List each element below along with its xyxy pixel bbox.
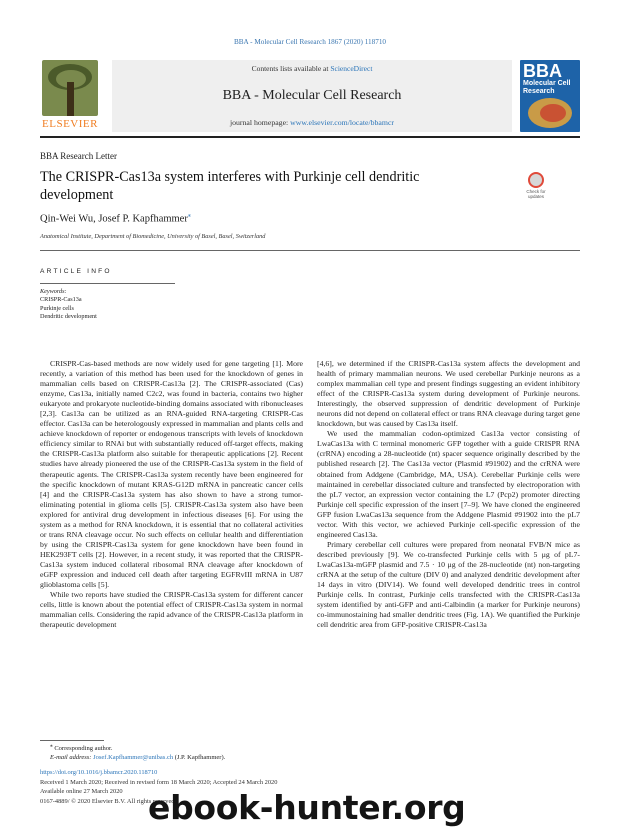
available-online: Available online 27 March 2020 — [40, 788, 123, 796]
footnote-rule — [40, 740, 104, 741]
email-footnote — [40, 753, 225, 762]
corresponding-footnote — [40, 742, 225, 753]
journal-name: BBA - Molecular Cell Research — [222, 88, 402, 103]
copyright: 0167-4889/ © 2020 Elsevier B.V. All rights reserved. — [40, 797, 177, 805]
footnotes — [40, 742, 225, 763]
homepage-link[interactable]: www.elsevier.com/locate/bbamcr — [290, 118, 395, 127]
doi-link[interactable]: https://doi.org/10.1016/j.bbamcr.2020.118710 — [40, 769, 158, 776]
article-title: The CRISPR-Cas13a system interferes with Purkinje cell dendritic development — [40, 169, 420, 203]
received-dates: Received 1 March 2020; Received in revised form 18 March 2020; Accepted 24 March 2020 — [40, 778, 278, 786]
email-label: E-mail address: — [50, 754, 92, 762]
contents-prefix: Contents lists available at — [251, 64, 329, 73]
cover-subtitle: Molecular Cell Research — [523, 80, 571, 95]
crossmark-icon — [528, 172, 544, 188]
keyword-item: Dendritic development — [40, 313, 97, 321]
body-column-left — [40, 359, 303, 630]
journal-cover[interactable] — [520, 60, 580, 132]
author-list — [40, 212, 191, 225]
cover-title: BBA — [523, 61, 562, 81]
article-info-rule — [40, 283, 175, 284]
keyword-item: CRISPR-Cas13a — [40, 296, 82, 304]
contents-line — [112, 64, 512, 73]
journal-masthead — [112, 60, 512, 132]
keyword-item: Purkinje cells — [40, 304, 74, 312]
watermark: ebook-hunter.org — [148, 788, 466, 827]
masthead-rule — [40, 136, 580, 138]
crossmark-label: Check for updates — [526, 189, 546, 199]
homepage-prefix: journal homepage: — [229, 118, 289, 127]
corresponding-author-mark[interactable]: ⁎ — [187, 213, 191, 219]
crossmark-button[interactable] — [523, 172, 549, 202]
keywords — [40, 288, 97, 322]
body-paragraph: While two reports have studied the CRISPR-Cas13a system for different cancer cells, little is known about the potential effect of CRISPR-Cas13a system in normal mammalian cells. Considering the rapid advance of the CRISPR-Cas13a platform in therapeutic development — [40, 590, 303, 630]
authors: Qin-Wei Wu, Josef P. Kapfhammer — [40, 213, 188, 225]
keywords-label: Keywords: — [40, 288, 67, 295]
sciencedirect-link[interactable]: ScienceDirect — [330, 64, 373, 73]
publisher-logo-text: ELSEVIER — [42, 118, 98, 130]
title-rule — [40, 250, 580, 251]
article-info-heading: ARTICLE INFO — [40, 268, 112, 275]
cover-artwork-accent — [540, 104, 566, 122]
body-paragraph: CRISPR-Cas-based methods are now widely used for gene targeting [1]. More recently, a variation of this method has been used for the knockdown of genes in mammalian cells based on CRISPR-Cas13a [2]. The CRISPR-associated (Cas) enzyme, Cas13a, initially named C2c2, was found in bacteria, contains two higher eukaryote and prokaryote nucleotide-binding domains associated with ribonucleases [2,3]. Cas13a can be utilized as an RNA-guided RNA-targeting CRISPR-Cas effector. Cas13a can be heterologously expressed in mammalian and plants cells and achieve knockdown of reporter or endogenous transcripts with levels of knockdown efficiency similar to RNAi but with substantially reduced off-target effects, making the CRISPR-Cas13a platform also suitable for therapeutic applications [2]. Recent studies have already pioneered the use of the CRISPR-Cas13a system in the field of therapeutic agents. The CRISPR-Cas13a system recently have been engineered for the specific knockdown of mutant KRAS-G12D mRNA in pancreatic cancer cells [4] and the CRISPR-Cas13a system has also shown to have a strong tumor-eliminating potential in glioma cells [5]. CRISPR-Cas13a system also have been explored for antiviral drug development in infectious diseases [6]. For using the system as a method for RNA knockdown, it is essential that no collateral activities or trans RNA cleavage occur. No such effects on cellular health and differentiation by using the CRISPR-Cas13a system for gene knockdown have been found in HEK293FT cells [2]. However, in a recent study, it was reported that the CRISPR-Cas13a system induced collateral ribosomal RNA cleavage after knockdown of eGFP expression and induced cell death after targeting EGFRvIII mRNA in U87 glioblastoma cells [5]. — [40, 359, 303, 590]
email-link[interactable]: Josef.Kapfhammer@unibas.ch — [93, 754, 174, 762]
affiliation: Anatomical Institute, Department of Biomedicine, University of Basel, Basel, Switzerland — [40, 233, 266, 240]
homepage-line — [112, 118, 512, 127]
body-column-right — [317, 359, 580, 630]
corresponding-label: Corresponding author. — [54, 745, 113, 753]
body-paragraph: Primary cerebellar cell cultures were prepared from neonatal FVB/N mice as described previously [9]. We co-transfected Purkinje cells with 5 μg of pL7-LwaCas13a-mGFP plasmid and 7.5 · 10 μg of the 28-nucleotide (nt) non-targeting crRNA at the setup of the culture (DIV 0) and analyzed dendritic development after 14 days in vitro (DIV14). We found well developed dendritic trees in control Purkinje cells. In contrast, Purkinje cells transfected with the CRISPR-Cas13a system identified by anti-GFP and anti-Calbindin (a marker for Purkinje neurons) co-immunostaining had smaller dendritic trees (Fig. 1A). We quantified the Purkinje cell dendritic area from GFP-positive CRISPR-Cas13a — [317, 539, 580, 630]
elsevier-logo[interactable] — [40, 60, 100, 132]
elsevier-tree-icon — [42, 60, 98, 116]
body-paragraph: We used the mammalian codon-optimized Cas13a vector consisting of LwaCas13a with C terminal monomeric GFP together with a guide CRISPR RNA (crRNA) encoding a 28-nucleotide (nt) spacer sequence originally described by the published research [2]. The Cas13a vector (Plasmid #91902) and the crRNA were obtained from Addgene (Cambridge, MA, USA). Cerebellar Purkinje cells were maintained in cerebellar dissociated culture and transfected by electroporation with the pL7 vector, an expression vector containing the L7 (Pcp2) promoter directing Purkinje cell specific expression of the insert [7–9]. We have cloned the engineered GFP fusion LwaCas13a sequence from the Addgene Plasmid #91902 into the pL7 vector. With this vector, we achieved Purkinje cell-specific expression of the engineered Cas13a. — [317, 429, 580, 539]
article-type: BBA Research Letter — [40, 151, 117, 161]
running-head: BBA - Molecular Cell Research 1867 (2020) 118710 — [233, 38, 387, 46]
footnote-mark: ⁎ — [50, 743, 53, 749]
body-paragraph: [4,6], we determined if the CRISPR-Cas13a system affects the development and health of primary mammalian neurons. We used cerebellar Purkinje neurons as a complex mammalian cell type and present findings suggesting an evident inhibitory effect of the CRISPR-Cas13a system during development of Purkinje neurons. Interestingly, the observed suppression of dendritic development of Purkinje neurons did not depend on collateral effect or trans RNA cleavage during target gene knockdown, but was caused by Cas13a itself. — [317, 359, 580, 429]
email-suffix: (J.P. Kapfhammer). — [174, 754, 226, 762]
